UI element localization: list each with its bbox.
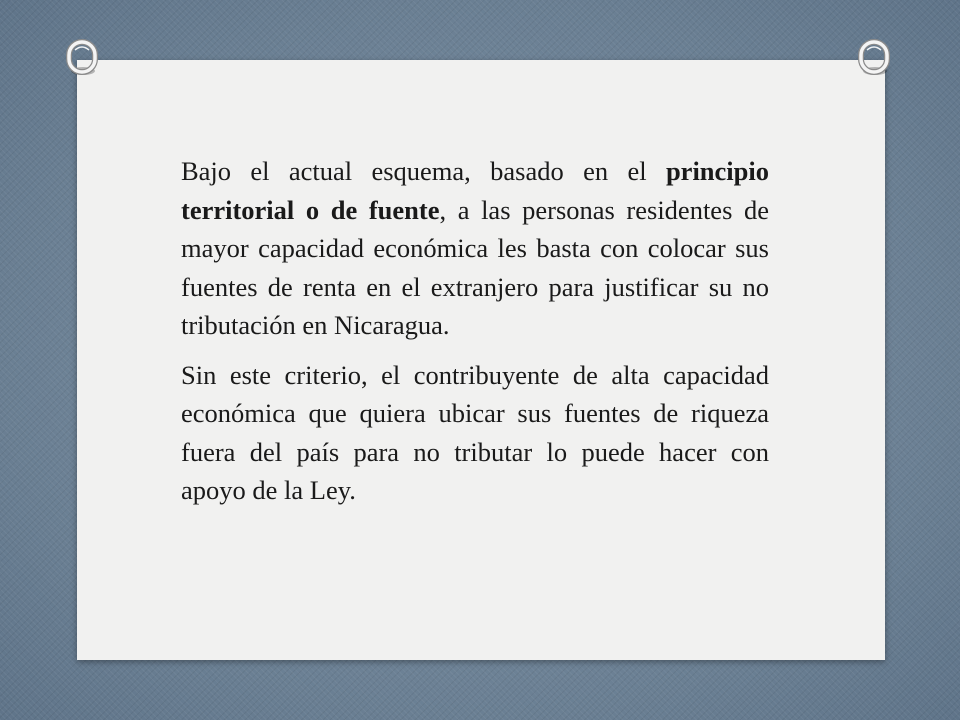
paragraph-territorial-principle (181, 152, 769, 345)
paragraph-intro: Bajo el actual esquema, basado en el (181, 156, 647, 186)
slide-body (181, 152, 769, 521)
bold-term: principio territorial o de fuente (181, 156, 770, 225)
paper-clip-icon (855, 38, 893, 78)
paragraph-without-criterion: Sin este criterio, el contribuyente de alta capacidad económica que quiera ubicar sus fuentes de riqueza fuera del país para no tributar lo puede hacer con apoyo de la Ley. (181, 359, 769, 505)
paper-clip-icon (63, 38, 101, 78)
paragraph-rest: , a las personas residentes de mayor capacidad económica les basta con colocar sus fuentes de renta en el extranjero para justificar su no tributación en Nicaragua. (181, 194, 769, 340)
